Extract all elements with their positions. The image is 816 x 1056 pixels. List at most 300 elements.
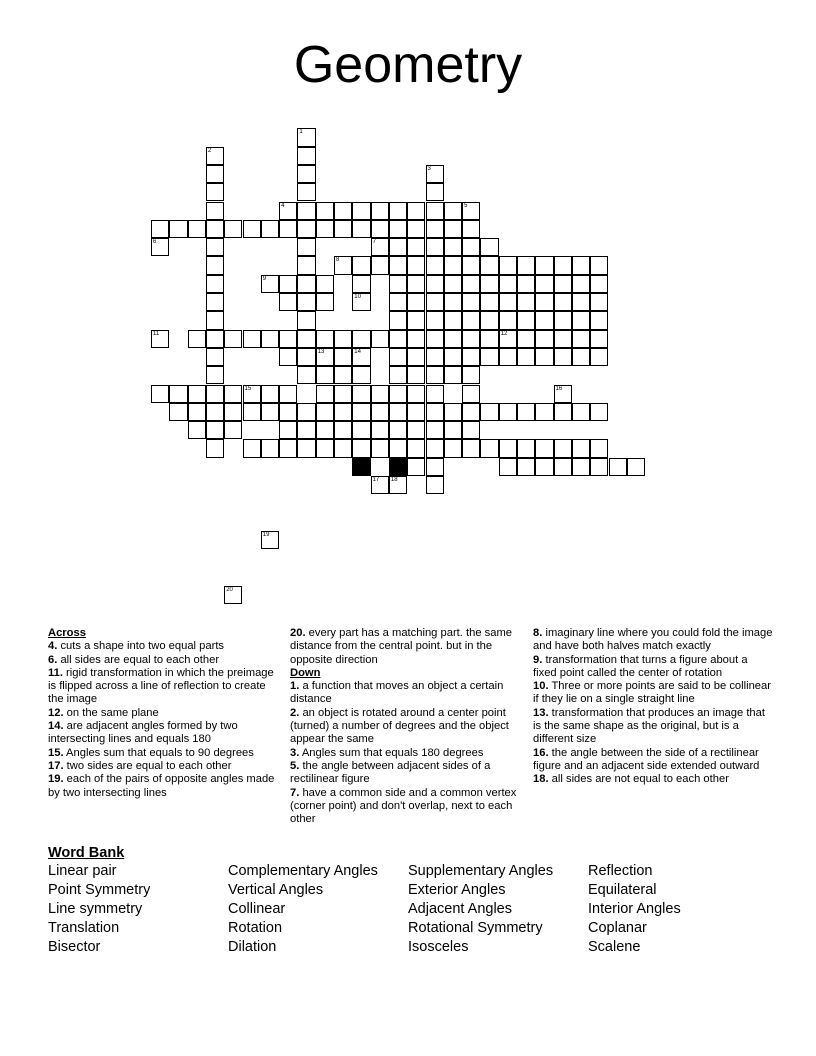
- grid-cell[interactable]: [206, 238, 224, 256]
- grid-cell[interactable]: [371, 220, 389, 238]
- grid-cell[interactable]: [426, 275, 444, 293]
- grid-cell[interactable]: [151, 220, 169, 238]
- grid-cell[interactable]: [297, 293, 315, 311]
- grid-cell[interactable]: [352, 256, 370, 274]
- grid-cell[interactable]: [316, 348, 334, 366]
- grid-cell[interactable]: [188, 385, 206, 403]
- grid-cell[interactable]: [389, 275, 407, 293]
- grid-cell[interactable]: [261, 385, 279, 403]
- grid-cell[interactable]: [279, 385, 297, 403]
- clue-number: 7: [372, 239, 376, 246]
- grid-cell[interactable]: [206, 147, 224, 165]
- clue-number-label: 8.: [533, 627, 543, 639]
- grid-cell[interactable]: [297, 311, 315, 329]
- grid-cell[interactable]: [151, 385, 169, 403]
- grid-cell[interactable]: [444, 220, 462, 238]
- grid-cell[interactable]: [462, 275, 480, 293]
- grid-cell[interactable]: [554, 403, 572, 421]
- grid-cell[interactable]: [407, 458, 425, 476]
- grid-cell[interactable]: [334, 348, 352, 366]
- grid-cell[interactable]: [407, 385, 425, 403]
- grid-cell[interactable]: [206, 220, 224, 238]
- grid-cell[interactable]: [517, 348, 535, 366]
- grid-cell[interactable]: [188, 330, 206, 348]
- grid-cell[interactable]: [297, 275, 315, 293]
- grid-cell[interactable]: [243, 439, 261, 457]
- grid-cell[interactable]: [426, 202, 444, 220]
- grid-cell[interactable]: [297, 439, 315, 457]
- grid-cell[interactable]: [535, 458, 553, 476]
- grid-cell[interactable]: [444, 275, 462, 293]
- grid-cell[interactable]: [535, 293, 553, 311]
- grid-cell[interactable]: [334, 202, 352, 220]
- grid-cell[interactable]: [426, 183, 444, 201]
- grid-cell[interactable]: [407, 238, 425, 256]
- grid-cell[interactable]: [206, 330, 224, 348]
- grid-cell[interactable]: [389, 348, 407, 366]
- clue-number: 3: [427, 165, 431, 172]
- grid-cell[interactable]: [206, 275, 224, 293]
- word-bank-entry: Bisector: [48, 939, 101, 955]
- grid-cell[interactable]: [572, 330, 590, 348]
- grid-cell[interactable]: [261, 531, 279, 549]
- grid-cell[interactable]: [297, 220, 315, 238]
- clue-number-label: 6.: [48, 653, 58, 666]
- grid-cell[interactable]: [572, 293, 590, 311]
- grid-cell[interactable]: [279, 330, 297, 348]
- grid-cell[interactable]: [206, 183, 224, 201]
- down-clue-list-continued: [533, 627, 773, 787]
- word-bank-entry: Scalene: [588, 939, 641, 955]
- grid-cell[interactable]: [554, 293, 572, 311]
- word-bank-entry: Linear pair: [48, 863, 117, 879]
- grid-cell[interactable]: [243, 403, 261, 421]
- grid-cell[interactable]: [480, 403, 498, 421]
- clue-number-label: 13.: [533, 706, 549, 719]
- grid-cell[interactable]: [389, 238, 407, 256]
- grid-cell[interactable]: [627, 458, 645, 476]
- grid-cell[interactable]: [261, 330, 279, 348]
- grid-cell[interactable]: [426, 439, 444, 457]
- clues-column-2: [290, 627, 520, 826]
- grid-cell[interactable]: [480, 348, 498, 366]
- grid-cell[interactable]: [517, 311, 535, 329]
- grid-cell[interactable]: [206, 256, 224, 274]
- clue-text: Angles sum that equals to 90 degrees: [63, 746, 254, 759]
- grid-cell[interactable]: [462, 385, 480, 403]
- grid-cell[interactable]: [224, 421, 242, 439]
- grid-cell[interactable]: [316, 366, 334, 384]
- grid-cell[interactable]: [224, 330, 242, 348]
- grid-cell[interactable]: [316, 293, 334, 311]
- grid-cell[interactable]: [444, 330, 462, 348]
- grid-cell[interactable]: [224, 403, 242, 421]
- grid-cell[interactable]: [499, 348, 517, 366]
- grid-cell[interactable]: [407, 256, 425, 274]
- grid-cell[interactable]: [426, 165, 444, 183]
- grid-cell[interactable]: [389, 293, 407, 311]
- grid-cell[interactable]: [480, 256, 498, 274]
- grid-cell[interactable]: [334, 421, 352, 439]
- grid-cell[interactable]: [371, 476, 389, 494]
- grid-cell[interactable]: [572, 458, 590, 476]
- clue-number-label: 7.: [290, 786, 300, 799]
- grid-cell[interactable]: [316, 385, 334, 403]
- down-clue: [533, 654, 773, 681]
- grid-cell[interactable]: [535, 256, 553, 274]
- grid-cell[interactable]: [243, 220, 261, 238]
- grid-cell[interactable]: [535, 275, 553, 293]
- grid-cell[interactable]: [554, 256, 572, 274]
- grid-cell[interactable]: [590, 348, 608, 366]
- grid-cell[interactable]: [371, 439, 389, 457]
- grid-cell[interactable]: [389, 256, 407, 274]
- grid-cell[interactable]: [426, 421, 444, 439]
- clue-text: rigid transformation in which the preimage is flipped across a line of reflection to create the image: [48, 666, 274, 706]
- grid-cell[interactable]: [371, 403, 389, 421]
- grid-cell[interactable]: [426, 238, 444, 256]
- grid-cell[interactable]: [334, 385, 352, 403]
- grid-cell[interactable]: [426, 256, 444, 274]
- grid-cell[interactable]: [499, 293, 517, 311]
- grid-cell[interactable]: [462, 238, 480, 256]
- grid-cell[interactable]: [188, 421, 206, 439]
- grid-cell[interactable]: [590, 256, 608, 274]
- grid-cell[interactable]: [517, 458, 535, 476]
- clue-number-label: 11.: [48, 666, 63, 679]
- grid-cell[interactable]: [480, 293, 498, 311]
- grid-cell[interactable]: [554, 330, 572, 348]
- grid-cell[interactable]: [169, 403, 187, 421]
- clue-text: two sides are equal to each other: [63, 759, 232, 772]
- clue-text: cuts a shape into two equal parts: [57, 640, 225, 653]
- clue-number: 18: [390, 477, 398, 483]
- grid-cell[interactable]: [554, 439, 572, 457]
- grid-cell[interactable]: [279, 275, 297, 293]
- grid-cell[interactable]: [297, 403, 315, 421]
- grid-cell[interactable]: [462, 293, 480, 311]
- grid-cell[interactable]: [572, 403, 590, 421]
- grid-cell[interactable]: [352, 421, 370, 439]
- grid-cell[interactable]: [297, 256, 315, 274]
- grid-cell[interactable]: [407, 330, 425, 348]
- grid-cell[interactable]: [426, 330, 444, 348]
- grid-block: [389, 458, 407, 476]
- grid-cell[interactable]: [206, 311, 224, 329]
- grid-cell[interactable]: [188, 220, 206, 238]
- grid-cell[interactable]: [499, 330, 517, 348]
- grid-cell[interactable]: [206, 439, 224, 457]
- grid-cell[interactable]: [243, 385, 261, 403]
- grid-cell[interactable]: [444, 403, 462, 421]
- grid-cell[interactable]: [352, 293, 370, 311]
- grid-cell[interactable]: [462, 348, 480, 366]
- grid-cell[interactable]: [297, 330, 315, 348]
- grid-cell[interactable]: [316, 220, 334, 238]
- grid-cell[interactable]: [297, 238, 315, 256]
- grid-cell[interactable]: [316, 421, 334, 439]
- grid-cell[interactable]: [206, 293, 224, 311]
- grid-cell[interactable]: [352, 366, 370, 384]
- grid-cell[interactable]: [535, 311, 553, 329]
- grid-cell[interactable]: [316, 330, 334, 348]
- across-clue: [48, 747, 276, 760]
- grid-cell[interactable]: [590, 311, 608, 329]
- grid-cell[interactable]: [316, 403, 334, 421]
- grid-cell[interactable]: [371, 238, 389, 256]
- grid-cell[interactable]: [444, 421, 462, 439]
- grid-cell[interactable]: [609, 458, 627, 476]
- clue-text: on the same plane: [63, 706, 159, 719]
- grid-cell[interactable]: [444, 439, 462, 457]
- grid-cell[interactable]: [590, 403, 608, 421]
- grid-cell[interactable]: [297, 202, 315, 220]
- grid-cell[interactable]: [371, 202, 389, 220]
- grid-cell[interactable]: [444, 311, 462, 329]
- grid-cell[interactable]: [554, 275, 572, 293]
- grid-cell[interactable]: [407, 311, 425, 329]
- grid-cell[interactable]: [279, 403, 297, 421]
- grid-cell[interactable]: [206, 348, 224, 366]
- grid-cell[interactable]: [334, 330, 352, 348]
- clue-text: imaginary line where you could fold the image and have both halves match exactly: [533, 627, 773, 653]
- grid-cell[interactable]: [426, 385, 444, 403]
- clue-number-label: 20.: [290, 627, 306, 639]
- grid-cell[interactable]: [297, 183, 315, 201]
- grid-cell[interactable]: [426, 366, 444, 384]
- grid-cell[interactable]: [334, 366, 352, 384]
- grid-cell[interactable]: [206, 366, 224, 384]
- clue-number: 20: [226, 586, 233, 593]
- grid-cell[interactable]: [352, 275, 370, 293]
- grid-cell[interactable]: [334, 403, 352, 421]
- grid-cell[interactable]: [444, 348, 462, 366]
- grid-cell[interactable]: [480, 311, 498, 329]
- grid-cell[interactable]: [352, 330, 370, 348]
- grid-cell[interactable]: [261, 403, 279, 421]
- grid-cell[interactable]: [297, 165, 315, 183]
- grid-cell[interactable]: [499, 439, 517, 457]
- grid-cell[interactable]: [517, 439, 535, 457]
- grid-cell[interactable]: [297, 147, 315, 165]
- grid-cell[interactable]: [407, 293, 425, 311]
- grid-cell[interactable]: [407, 421, 425, 439]
- clue-number: 16: [555, 385, 563, 392]
- grid-cell[interactable]: [517, 403, 535, 421]
- grid-cell[interactable]: [151, 330, 169, 348]
- grid-cell[interactable]: [590, 458, 608, 476]
- grid-cell[interactable]: [279, 202, 297, 220]
- grid-cell[interactable]: [517, 293, 535, 311]
- grid-cell[interactable]: [279, 220, 297, 238]
- grid-cell[interactable]: [279, 439, 297, 457]
- grid-cell[interactable]: [462, 202, 480, 220]
- clue-number-label: 5.: [290, 759, 300, 772]
- grid-cell[interactable]: [297, 128, 315, 146]
- grid-cell[interactable]: [444, 256, 462, 274]
- grid-cell[interactable]: [462, 366, 480, 384]
- grid-cell[interactable]: [261, 275, 279, 293]
- grid-cell[interactable]: [517, 330, 535, 348]
- word-bank-entry: Vertical Angles: [228, 882, 324, 898]
- grid-cell[interactable]: [297, 366, 315, 384]
- grid-cell[interactable]: [389, 366, 407, 384]
- grid-cell[interactable]: [316, 275, 334, 293]
- grid-cell[interactable]: [462, 256, 480, 274]
- grid-cell[interactable]: [169, 220, 187, 238]
- grid-cell[interactable]: [352, 348, 370, 366]
- grid-cell[interactable]: [206, 202, 224, 220]
- grid-cell[interactable]: [554, 458, 572, 476]
- clue-text: all sides are equal to each other: [57, 653, 220, 666]
- grid-cell[interactable]: [334, 220, 352, 238]
- down-heading: Down: [290, 666, 321, 679]
- grid-cell[interactable]: [426, 476, 444, 494]
- grid-cell[interactable]: [389, 202, 407, 220]
- grid-cell[interactable]: [426, 293, 444, 311]
- grid-cell[interactable]: [407, 403, 425, 421]
- grid-cell[interactable]: [297, 421, 315, 439]
- down-clue: [533, 627, 773, 654]
- across-clue: [48, 720, 276, 747]
- down-clue: [533, 707, 773, 747]
- grid-cell[interactable]: [279, 293, 297, 311]
- grid-cell[interactable]: [480, 439, 498, 457]
- clue-number-label: 1.: [290, 680, 300, 693]
- grid-cell[interactable]: [572, 348, 590, 366]
- grid-cell[interactable]: [389, 330, 407, 348]
- grid-cell[interactable]: [407, 366, 425, 384]
- grid-cell[interactable]: [535, 439, 553, 457]
- grid-cell[interactable]: [407, 439, 425, 457]
- grid-cell[interactable]: [480, 330, 498, 348]
- grid-cell[interactable]: [206, 403, 224, 421]
- grid-cell[interactable]: [407, 220, 425, 238]
- grid-cell[interactable]: [206, 421, 224, 439]
- grid-cell[interactable]: [462, 220, 480, 238]
- clue-text: have a common side and a common vertex (corner point) and don't overlap, next to each other: [290, 786, 517, 826]
- grid-cell[interactable]: [462, 330, 480, 348]
- grid-cell[interactable]: [334, 439, 352, 457]
- grid-cell[interactable]: [371, 421, 389, 439]
- grid-cell[interactable]: [462, 311, 480, 329]
- grid-cell[interactable]: [426, 348, 444, 366]
- grid-cell[interactable]: [499, 311, 517, 329]
- grid-cell[interactable]: [169, 385, 187, 403]
- grid-cell[interactable]: [426, 458, 444, 476]
- grid-cell[interactable]: [352, 220, 370, 238]
- grid-cell[interactable]: [407, 348, 425, 366]
- grid-cell[interactable]: [261, 220, 279, 238]
- grid-cell[interactable]: [407, 202, 425, 220]
- grid-cell[interactable]: [535, 348, 553, 366]
- grid-cell[interactable]: [426, 220, 444, 238]
- grid-cell[interactable]: [316, 439, 334, 457]
- grid-cell[interactable]: [352, 385, 370, 403]
- grid-cell[interactable]: [480, 238, 498, 256]
- grid-cell[interactable]: [480, 275, 498, 293]
- word-bank-entry: Equilateral: [588, 882, 657, 898]
- grid-cell[interactable]: [444, 238, 462, 256]
- grid-cell[interactable]: [352, 403, 370, 421]
- grid-cell[interactable]: [572, 275, 590, 293]
- grid-cell[interactable]: [151, 238, 169, 256]
- grid-cell[interactable]: [535, 403, 553, 421]
- grid-cell[interactable]: [407, 275, 425, 293]
- grid-cell[interactable]: [371, 385, 389, 403]
- grid-cell[interactable]: [297, 348, 315, 366]
- grid-cell[interactable]: [444, 366, 462, 384]
- grid-cell[interactable]: [389, 439, 407, 457]
- grid-cell[interactable]: [389, 476, 407, 494]
- grid-cell[interactable]: [224, 385, 242, 403]
- grid-cell[interactable]: [426, 403, 444, 421]
- grid-cell[interactable]: [389, 311, 407, 329]
- grid-cell[interactable]: [554, 348, 572, 366]
- grid-cell[interactable]: [590, 293, 608, 311]
- grid-cell[interactable]: [554, 385, 572, 403]
- grid-cell[interactable]: [517, 256, 535, 274]
- grid-cell[interactable]: [224, 220, 242, 238]
- grid-cell[interactable]: [389, 421, 407, 439]
- grid-cell[interactable]: [352, 439, 370, 457]
- grid-cell[interactable]: [590, 439, 608, 457]
- across-clue: [48, 707, 276, 720]
- grid-cell[interactable]: [334, 256, 352, 274]
- grid-cell[interactable]: [590, 275, 608, 293]
- grid-cell[interactable]: [188, 403, 206, 421]
- grid-cell[interactable]: [499, 256, 517, 274]
- grid-cell[interactable]: [499, 275, 517, 293]
- grid-cell[interactable]: [572, 439, 590, 457]
- word-bank-heading: Word Bank: [48, 845, 125, 861]
- grid-cell[interactable]: [206, 385, 224, 403]
- grid-cell[interactable]: [243, 330, 261, 348]
- grid-cell[interactable]: [462, 421, 480, 439]
- across-clue: [48, 667, 276, 707]
- grid-cell[interactable]: [371, 330, 389, 348]
- grid-cell[interactable]: [572, 256, 590, 274]
- clue-number-label: 14.: [48, 720, 64, 733]
- grid-cell[interactable]: [554, 311, 572, 329]
- clue-text: the angle between the side of a rectilinear figure and an adjacent side extended outward: [533, 746, 760, 772]
- grid-cell[interactable]: [261, 439, 279, 457]
- grid-cell[interactable]: [426, 311, 444, 329]
- grid-cell[interactable]: [389, 220, 407, 238]
- grid-cell[interactable]: [462, 439, 480, 457]
- grid-cell[interactable]: [316, 202, 334, 220]
- grid-cell[interactable]: [389, 385, 407, 403]
- grid-cell[interactable]: [499, 403, 517, 421]
- grid-cell[interactable]: [572, 311, 590, 329]
- grid-cell[interactable]: [389, 403, 407, 421]
- grid-cell[interactable]: [444, 293, 462, 311]
- grid-cell[interactable]: [444, 202, 462, 220]
- grid-cell[interactable]: [279, 348, 297, 366]
- grid-cell[interactable]: [517, 275, 535, 293]
- grid-cell[interactable]: [224, 586, 242, 604]
- word-bank-entry: Rotational Symmetry: [408, 920, 543, 936]
- clue-number: 14: [354, 348, 361, 355]
- grid-cell[interactable]: [371, 256, 389, 274]
- grid-cell[interactable]: [206, 165, 224, 183]
- grid-cell[interactable]: [590, 330, 608, 348]
- grid-cell[interactable]: [535, 330, 553, 348]
- grid-cell[interactable]: [462, 403, 480, 421]
- grid-cell[interactable]: [279, 421, 297, 439]
- grid-cell[interactable]: [352, 202, 370, 220]
- grid-cell[interactable]: [499, 458, 517, 476]
